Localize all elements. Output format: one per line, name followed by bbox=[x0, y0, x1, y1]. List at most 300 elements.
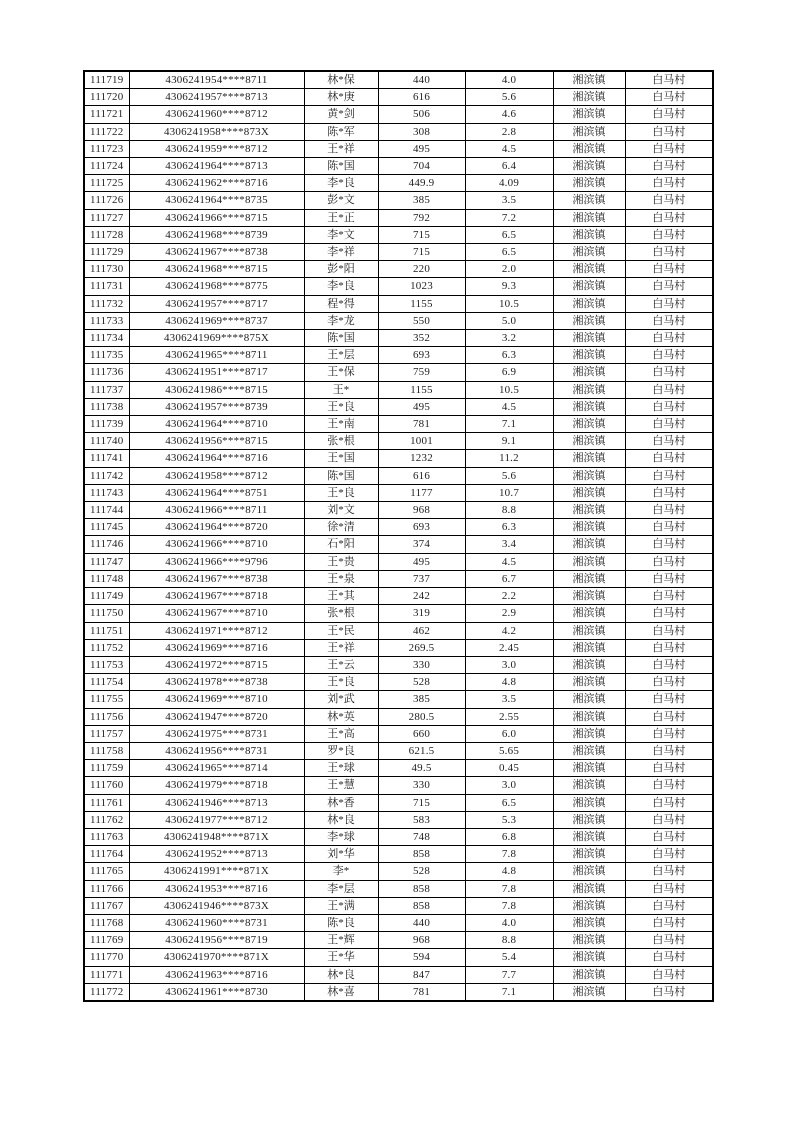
table-row bbox=[84, 656, 713, 673]
cell-name: 李*球 bbox=[304, 828, 378, 845]
cell-town: 湘滨镇 bbox=[553, 966, 625, 983]
cell-amount: 715 bbox=[378, 244, 465, 261]
cell-area_mu: 3.0 bbox=[465, 777, 553, 794]
cell-serial_no: 111755 bbox=[84, 691, 129, 708]
cell-village: 白马村 bbox=[625, 708, 713, 725]
cell-id_number: 4306241972****8715 bbox=[129, 656, 304, 673]
table-row bbox=[84, 828, 713, 845]
cell-amount: 506 bbox=[378, 106, 465, 123]
cell-amount: 242 bbox=[378, 588, 465, 605]
cell-amount: 1232 bbox=[378, 450, 465, 467]
cell-town: 湘滨镇 bbox=[553, 347, 625, 364]
cell-serial_no: 111754 bbox=[84, 674, 129, 691]
cell-village: 白马村 bbox=[625, 777, 713, 794]
cell-area_mu: 3.5 bbox=[465, 192, 553, 209]
table-row bbox=[84, 502, 713, 519]
cell-serial_no: 111739 bbox=[84, 416, 129, 433]
cell-town: 湘滨镇 bbox=[553, 295, 625, 312]
cell-amount: 374 bbox=[378, 536, 465, 553]
cell-name: 王*祥 bbox=[304, 639, 378, 656]
cell-town: 湘滨镇 bbox=[553, 846, 625, 863]
cell-name: 黄*剑 bbox=[304, 106, 378, 123]
cell-town: 湘滨镇 bbox=[553, 467, 625, 484]
cell-name: 王*满 bbox=[304, 897, 378, 914]
cell-name: 林*良 bbox=[304, 966, 378, 983]
cell-area_mu: 3.0 bbox=[465, 656, 553, 673]
cell-area_mu: 6.8 bbox=[465, 828, 553, 845]
cell-serial_no: 111764 bbox=[84, 846, 129, 863]
cell-name: 王*华 bbox=[304, 949, 378, 966]
cell-town: 湘滨镇 bbox=[553, 777, 625, 794]
cell-town: 湘滨镇 bbox=[553, 725, 625, 742]
table-row bbox=[84, 312, 713, 329]
cell-village: 白马村 bbox=[625, 932, 713, 949]
cell-area_mu: 7.7 bbox=[465, 966, 553, 983]
cell-town: 湘滨镇 bbox=[553, 140, 625, 157]
cell-serial_no: 111763 bbox=[84, 828, 129, 845]
cell-name: 张*根 bbox=[304, 433, 378, 450]
cell-amount: 528 bbox=[378, 863, 465, 880]
cell-name: 王*层 bbox=[304, 347, 378, 364]
cell-id_number: 4306241969****8716 bbox=[129, 639, 304, 656]
cell-town: 湘滨镇 bbox=[553, 880, 625, 897]
cell-town: 湘滨镇 bbox=[553, 261, 625, 278]
cell-serial_no: 111758 bbox=[84, 742, 129, 759]
cell-area_mu: 5.6 bbox=[465, 89, 553, 106]
cell-village: 白马村 bbox=[625, 89, 713, 106]
cell-area_mu: 9.1 bbox=[465, 433, 553, 450]
roster-table bbox=[83, 70, 714, 1002]
cell-name: 林*喜 bbox=[304, 983, 378, 1001]
cell-amount: 715 bbox=[378, 226, 465, 243]
cell-area_mu: 2.2 bbox=[465, 588, 553, 605]
table-row bbox=[84, 89, 713, 106]
cell-id_number: 4306241946****873X bbox=[129, 897, 304, 914]
cell-serial_no: 111772 bbox=[84, 983, 129, 1001]
cell-amount: 968 bbox=[378, 502, 465, 519]
cell-area_mu: 4.5 bbox=[465, 140, 553, 157]
cell-name: 彭*文 bbox=[304, 192, 378, 209]
cell-amount: 385 bbox=[378, 691, 465, 708]
cell-town: 湘滨镇 bbox=[553, 381, 625, 398]
cell-area_mu: 3.2 bbox=[465, 330, 553, 347]
cell-village: 白马村 bbox=[625, 570, 713, 587]
table-row bbox=[84, 588, 713, 605]
cell-id_number: 4306241966****9796 bbox=[129, 553, 304, 570]
cell-area_mu: 5.6 bbox=[465, 467, 553, 484]
cell-area_mu: 6.3 bbox=[465, 347, 553, 364]
cell-serial_no: 111761 bbox=[84, 794, 129, 811]
cell-name: 李*龙 bbox=[304, 312, 378, 329]
cell-town: 湘滨镇 bbox=[553, 691, 625, 708]
cell-amount: 440 bbox=[378, 71, 465, 89]
cell-serial_no: 111729 bbox=[84, 244, 129, 261]
cell-serial_no: 111757 bbox=[84, 725, 129, 742]
cell-serial_no: 111767 bbox=[84, 897, 129, 914]
cell-name: 王*祥 bbox=[304, 140, 378, 157]
cell-area_mu: 5.4 bbox=[465, 949, 553, 966]
cell-village: 白马村 bbox=[625, 244, 713, 261]
cell-town: 湘滨镇 bbox=[553, 742, 625, 759]
table-row bbox=[84, 708, 713, 725]
cell-village: 白马村 bbox=[625, 416, 713, 433]
cell-amount: 968 bbox=[378, 932, 465, 949]
cell-area_mu: 4.09 bbox=[465, 175, 553, 192]
cell-name: 林*保 bbox=[304, 71, 378, 89]
cell-village: 白马村 bbox=[625, 811, 713, 828]
cell-village: 白马村 bbox=[625, 983, 713, 1001]
cell-village: 白马村 bbox=[625, 949, 713, 966]
cell-amount: 550 bbox=[378, 312, 465, 329]
cell-name: 刘*华 bbox=[304, 846, 378, 863]
cell-village: 白马村 bbox=[625, 760, 713, 777]
table-row bbox=[84, 295, 713, 312]
cell-town: 湘滨镇 bbox=[553, 605, 625, 622]
cell-area_mu: 7.8 bbox=[465, 846, 553, 863]
cell-serial_no: 111742 bbox=[84, 467, 129, 484]
cell-id_number: 4306241966****8715 bbox=[129, 209, 304, 226]
cell-amount: 1023 bbox=[378, 278, 465, 295]
cell-village: 白马村 bbox=[625, 502, 713, 519]
cell-serial_no: 111734 bbox=[84, 330, 129, 347]
table-row bbox=[84, 106, 713, 123]
table-row bbox=[84, 605, 713, 622]
cell-amount: 385 bbox=[378, 192, 465, 209]
cell-name: 王*高 bbox=[304, 725, 378, 742]
cell-name: 王*良 bbox=[304, 398, 378, 415]
cell-name: 王*球 bbox=[304, 760, 378, 777]
cell-amount: 660 bbox=[378, 725, 465, 742]
cell-town: 湘滨镇 bbox=[553, 106, 625, 123]
cell-amount: 616 bbox=[378, 89, 465, 106]
table-row bbox=[84, 416, 713, 433]
cell-serial_no: 111744 bbox=[84, 502, 129, 519]
cell-id_number: 4306241968****8739 bbox=[129, 226, 304, 243]
table-row bbox=[84, 364, 713, 381]
cell-id_number: 4306241952****8713 bbox=[129, 846, 304, 863]
table-row bbox=[84, 278, 713, 295]
cell-amount: 440 bbox=[378, 914, 465, 931]
cell-area_mu: 2.55 bbox=[465, 708, 553, 725]
cell-id_number: 4306241971****8712 bbox=[129, 622, 304, 639]
cell-name: 石*阳 bbox=[304, 536, 378, 553]
cell-town: 湘滨镇 bbox=[553, 656, 625, 673]
cell-village: 白马村 bbox=[625, 278, 713, 295]
table-row bbox=[84, 192, 713, 209]
table-row bbox=[84, 914, 713, 931]
cell-name: 王*国 bbox=[304, 450, 378, 467]
cell-id_number: 4306241969****875X bbox=[129, 330, 304, 347]
cell-village: 白马村 bbox=[625, 553, 713, 570]
table-row bbox=[84, 622, 713, 639]
cell-amount: 858 bbox=[378, 897, 465, 914]
cell-serial_no: 111732 bbox=[84, 295, 129, 312]
table-row bbox=[84, 983, 713, 1001]
table-row bbox=[84, 949, 713, 966]
cell-area_mu: 10.5 bbox=[465, 295, 553, 312]
cell-id_number: 4306241964****8710 bbox=[129, 416, 304, 433]
cell-id_number: 4306241968****8715 bbox=[129, 261, 304, 278]
cell-amount: 49.5 bbox=[378, 760, 465, 777]
cell-id_number: 4306241970****871X bbox=[129, 949, 304, 966]
cell-serial_no: 111760 bbox=[84, 777, 129, 794]
cell-area_mu: 4.0 bbox=[465, 914, 553, 931]
cell-amount: 1001 bbox=[378, 433, 465, 450]
cell-serial_no: 111722 bbox=[84, 123, 129, 140]
cell-serial_no: 111738 bbox=[84, 398, 129, 415]
cell-village: 白马村 bbox=[625, 467, 713, 484]
cell-village: 白马村 bbox=[625, 519, 713, 536]
cell-id_number: 4306241956****8731 bbox=[129, 742, 304, 759]
cell-town: 湘滨镇 bbox=[553, 674, 625, 691]
cell-amount: 220 bbox=[378, 261, 465, 278]
cell-name: 李*祥 bbox=[304, 244, 378, 261]
cell-id_number: 4306241948****871X bbox=[129, 828, 304, 845]
table-row bbox=[84, 175, 713, 192]
cell-amount: 594 bbox=[378, 949, 465, 966]
cell-town: 湘滨镇 bbox=[553, 398, 625, 415]
cell-village: 白马村 bbox=[625, 863, 713, 880]
cell-name: 王*良 bbox=[304, 484, 378, 501]
cell-serial_no: 111750 bbox=[84, 605, 129, 622]
cell-name: 李*良 bbox=[304, 278, 378, 295]
cell-area_mu: 4.2 bbox=[465, 622, 553, 639]
cell-area_mu: 7.2 bbox=[465, 209, 553, 226]
cell-name: 王*云 bbox=[304, 656, 378, 673]
cell-area_mu: 6.9 bbox=[465, 364, 553, 381]
cell-id_number: 4306241960****8712 bbox=[129, 106, 304, 123]
cell-village: 白马村 bbox=[625, 175, 713, 192]
cell-name: 林*香 bbox=[304, 794, 378, 811]
cell-name: 陈*国 bbox=[304, 467, 378, 484]
table-row bbox=[84, 691, 713, 708]
table-row bbox=[84, 674, 713, 691]
cell-serial_no: 111765 bbox=[84, 863, 129, 880]
cell-area_mu: 5.0 bbox=[465, 312, 553, 329]
cell-village: 白马村 bbox=[625, 295, 713, 312]
cell-village: 白马村 bbox=[625, 192, 713, 209]
cell-village: 白马村 bbox=[625, 639, 713, 656]
table-row bbox=[84, 433, 713, 450]
cell-serial_no: 111752 bbox=[84, 639, 129, 656]
cell-id_number: 4306241969****8737 bbox=[129, 312, 304, 329]
cell-id_number: 4306241956****8715 bbox=[129, 433, 304, 450]
cell-name: 李* bbox=[304, 863, 378, 880]
table-row bbox=[84, 880, 713, 897]
table-row bbox=[84, 261, 713, 278]
cell-id_number: 4306241947****8720 bbox=[129, 708, 304, 725]
cell-village: 白马村 bbox=[625, 106, 713, 123]
cell-area_mu: 10.5 bbox=[465, 381, 553, 398]
cell-town: 湘滨镇 bbox=[553, 949, 625, 966]
cell-village: 白马村 bbox=[625, 158, 713, 175]
cell-serial_no: 111768 bbox=[84, 914, 129, 931]
cell-id_number: 4306241967****8718 bbox=[129, 588, 304, 605]
cell-town: 湘滨镇 bbox=[553, 983, 625, 1001]
cell-serial_no: 111725 bbox=[84, 175, 129, 192]
cell-area_mu: 4.8 bbox=[465, 674, 553, 691]
cell-id_number: 4306241964****8713 bbox=[129, 158, 304, 175]
cell-town: 湘滨镇 bbox=[553, 536, 625, 553]
cell-amount: 1155 bbox=[378, 295, 465, 312]
cell-area_mu: 4.0 bbox=[465, 71, 553, 89]
cell-serial_no: 111719 bbox=[84, 71, 129, 89]
cell-village: 白马村 bbox=[625, 622, 713, 639]
table-row bbox=[84, 226, 713, 243]
cell-amount: 748 bbox=[378, 828, 465, 845]
cell-serial_no: 111741 bbox=[84, 450, 129, 467]
cell-amount: 449.9 bbox=[378, 175, 465, 192]
cell-area_mu: 9.3 bbox=[465, 278, 553, 295]
cell-id_number: 4306241962****8716 bbox=[129, 175, 304, 192]
table-row bbox=[84, 760, 713, 777]
cell-amount: 269.5 bbox=[378, 639, 465, 656]
cell-village: 白马村 bbox=[625, 588, 713, 605]
cell-serial_no: 111748 bbox=[84, 570, 129, 587]
cell-amount: 693 bbox=[378, 519, 465, 536]
table-row bbox=[84, 140, 713, 157]
cell-serial_no: 111759 bbox=[84, 760, 129, 777]
cell-area_mu: 2.8 bbox=[465, 123, 553, 140]
cell-village: 白马村 bbox=[625, 914, 713, 931]
cell-town: 湘滨镇 bbox=[553, 760, 625, 777]
cell-town: 湘滨镇 bbox=[553, 312, 625, 329]
cell-name: 林*良 bbox=[304, 811, 378, 828]
cell-serial_no: 111769 bbox=[84, 932, 129, 949]
cell-id_number: 4306241958****873X bbox=[129, 123, 304, 140]
table-row bbox=[84, 897, 713, 914]
cell-town: 湘滨镇 bbox=[553, 622, 625, 639]
cell-area_mu: 0.45 bbox=[465, 760, 553, 777]
cell-serial_no: 111727 bbox=[84, 209, 129, 226]
table-row bbox=[84, 450, 713, 467]
cell-name: 王*保 bbox=[304, 364, 378, 381]
cell-amount: 715 bbox=[378, 794, 465, 811]
cell-amount: 495 bbox=[378, 553, 465, 570]
cell-area_mu: 7.8 bbox=[465, 897, 553, 914]
cell-town: 湘滨镇 bbox=[553, 914, 625, 931]
cell-amount: 1155 bbox=[378, 381, 465, 398]
cell-amount: 280.5 bbox=[378, 708, 465, 725]
cell-amount: 308 bbox=[378, 123, 465, 140]
table-row bbox=[84, 158, 713, 175]
cell-area_mu: 7.1 bbox=[465, 983, 553, 1001]
cell-name: 王*其 bbox=[304, 588, 378, 605]
cell-id_number: 4306241977****8712 bbox=[129, 811, 304, 828]
cell-town: 湘滨镇 bbox=[553, 123, 625, 140]
table-row bbox=[84, 846, 713, 863]
cell-village: 白马村 bbox=[625, 897, 713, 914]
cell-serial_no: 111736 bbox=[84, 364, 129, 381]
cell-serial_no: 111745 bbox=[84, 519, 129, 536]
cell-name: 李*层 bbox=[304, 880, 378, 897]
table-row bbox=[84, 742, 713, 759]
cell-name: 陈*良 bbox=[304, 914, 378, 931]
cell-name: 王*慧 bbox=[304, 777, 378, 794]
cell-town: 湘滨镇 bbox=[553, 209, 625, 226]
cell-amount: 352 bbox=[378, 330, 465, 347]
cell-area_mu: 6.5 bbox=[465, 244, 553, 261]
cell-id_number: 4306241963****8716 bbox=[129, 966, 304, 983]
cell-amount: 693 bbox=[378, 347, 465, 364]
cell-amount: 1177 bbox=[378, 484, 465, 501]
cell-id_number: 4306241965****8714 bbox=[129, 760, 304, 777]
cell-village: 白马村 bbox=[625, 846, 713, 863]
cell-area_mu: 7.1 bbox=[465, 416, 553, 433]
cell-amount: 621.5 bbox=[378, 742, 465, 759]
cell-id_number: 4306241958****8712 bbox=[129, 467, 304, 484]
cell-village: 白马村 bbox=[625, 209, 713, 226]
cell-amount: 792 bbox=[378, 209, 465, 226]
cell-serial_no: 111724 bbox=[84, 158, 129, 175]
table-row bbox=[84, 398, 713, 415]
table-row bbox=[84, 519, 713, 536]
cell-town: 湘滨镇 bbox=[553, 433, 625, 450]
cell-area_mu: 7.8 bbox=[465, 880, 553, 897]
cell-id_number: 4306241954****8711 bbox=[129, 71, 304, 89]
cell-amount: 319 bbox=[378, 605, 465, 622]
cell-village: 白马村 bbox=[625, 261, 713, 278]
cell-village: 白马村 bbox=[625, 226, 713, 243]
cell-town: 湘滨镇 bbox=[553, 588, 625, 605]
cell-name: 罗*良 bbox=[304, 742, 378, 759]
cell-amount: 583 bbox=[378, 811, 465, 828]
cell-serial_no: 111731 bbox=[84, 278, 129, 295]
cell-id_number: 4306241959****8712 bbox=[129, 140, 304, 157]
cell-serial_no: 111753 bbox=[84, 656, 129, 673]
cell-area_mu: 6.3 bbox=[465, 519, 553, 536]
cell-name: 徐*清 bbox=[304, 519, 378, 536]
cell-serial_no: 111720 bbox=[84, 89, 129, 106]
cell-serial_no: 111766 bbox=[84, 880, 129, 897]
cell-town: 湘滨镇 bbox=[553, 639, 625, 656]
cell-name: 王*良 bbox=[304, 674, 378, 691]
cell-town: 湘滨镇 bbox=[553, 708, 625, 725]
cell-amount: 330 bbox=[378, 656, 465, 673]
cell-amount: 781 bbox=[378, 983, 465, 1001]
cell-village: 白马村 bbox=[625, 364, 713, 381]
cell-name: 陈*国 bbox=[304, 330, 378, 347]
cell-name: 李*文 bbox=[304, 226, 378, 243]
cell-id_number: 4306241961****8730 bbox=[129, 983, 304, 1001]
cell-id_number: 4306241979****8718 bbox=[129, 777, 304, 794]
cell-town: 湘滨镇 bbox=[553, 71, 625, 89]
cell-name: 刘*武 bbox=[304, 691, 378, 708]
cell-town: 湘滨镇 bbox=[553, 226, 625, 243]
cell-serial_no: 111770 bbox=[84, 949, 129, 966]
cell-village: 白马村 bbox=[625, 880, 713, 897]
cell-serial_no: 111726 bbox=[84, 192, 129, 209]
cell-id_number: 4306241964****8716 bbox=[129, 450, 304, 467]
cell-town: 湘滨镇 bbox=[553, 175, 625, 192]
table-row bbox=[84, 725, 713, 742]
cell-id_number: 4306241968****8775 bbox=[129, 278, 304, 295]
cell-id_number: 4306241960****8731 bbox=[129, 914, 304, 931]
cell-village: 白马村 bbox=[625, 725, 713, 742]
cell-area_mu: 10.7 bbox=[465, 484, 553, 501]
cell-area_mu: 5.3 bbox=[465, 811, 553, 828]
cell-village: 白马村 bbox=[625, 828, 713, 845]
cell-village: 白马村 bbox=[625, 674, 713, 691]
cell-area_mu: 2.9 bbox=[465, 605, 553, 622]
cell-serial_no: 111747 bbox=[84, 553, 129, 570]
cell-area_mu: 4.6 bbox=[465, 106, 553, 123]
cell-name: 陈*军 bbox=[304, 123, 378, 140]
cell-id_number: 4306241956****8719 bbox=[129, 932, 304, 949]
cell-amount: 781 bbox=[378, 416, 465, 433]
cell-serial_no: 111723 bbox=[84, 140, 129, 157]
cell-id_number: 4306241946****8713 bbox=[129, 794, 304, 811]
